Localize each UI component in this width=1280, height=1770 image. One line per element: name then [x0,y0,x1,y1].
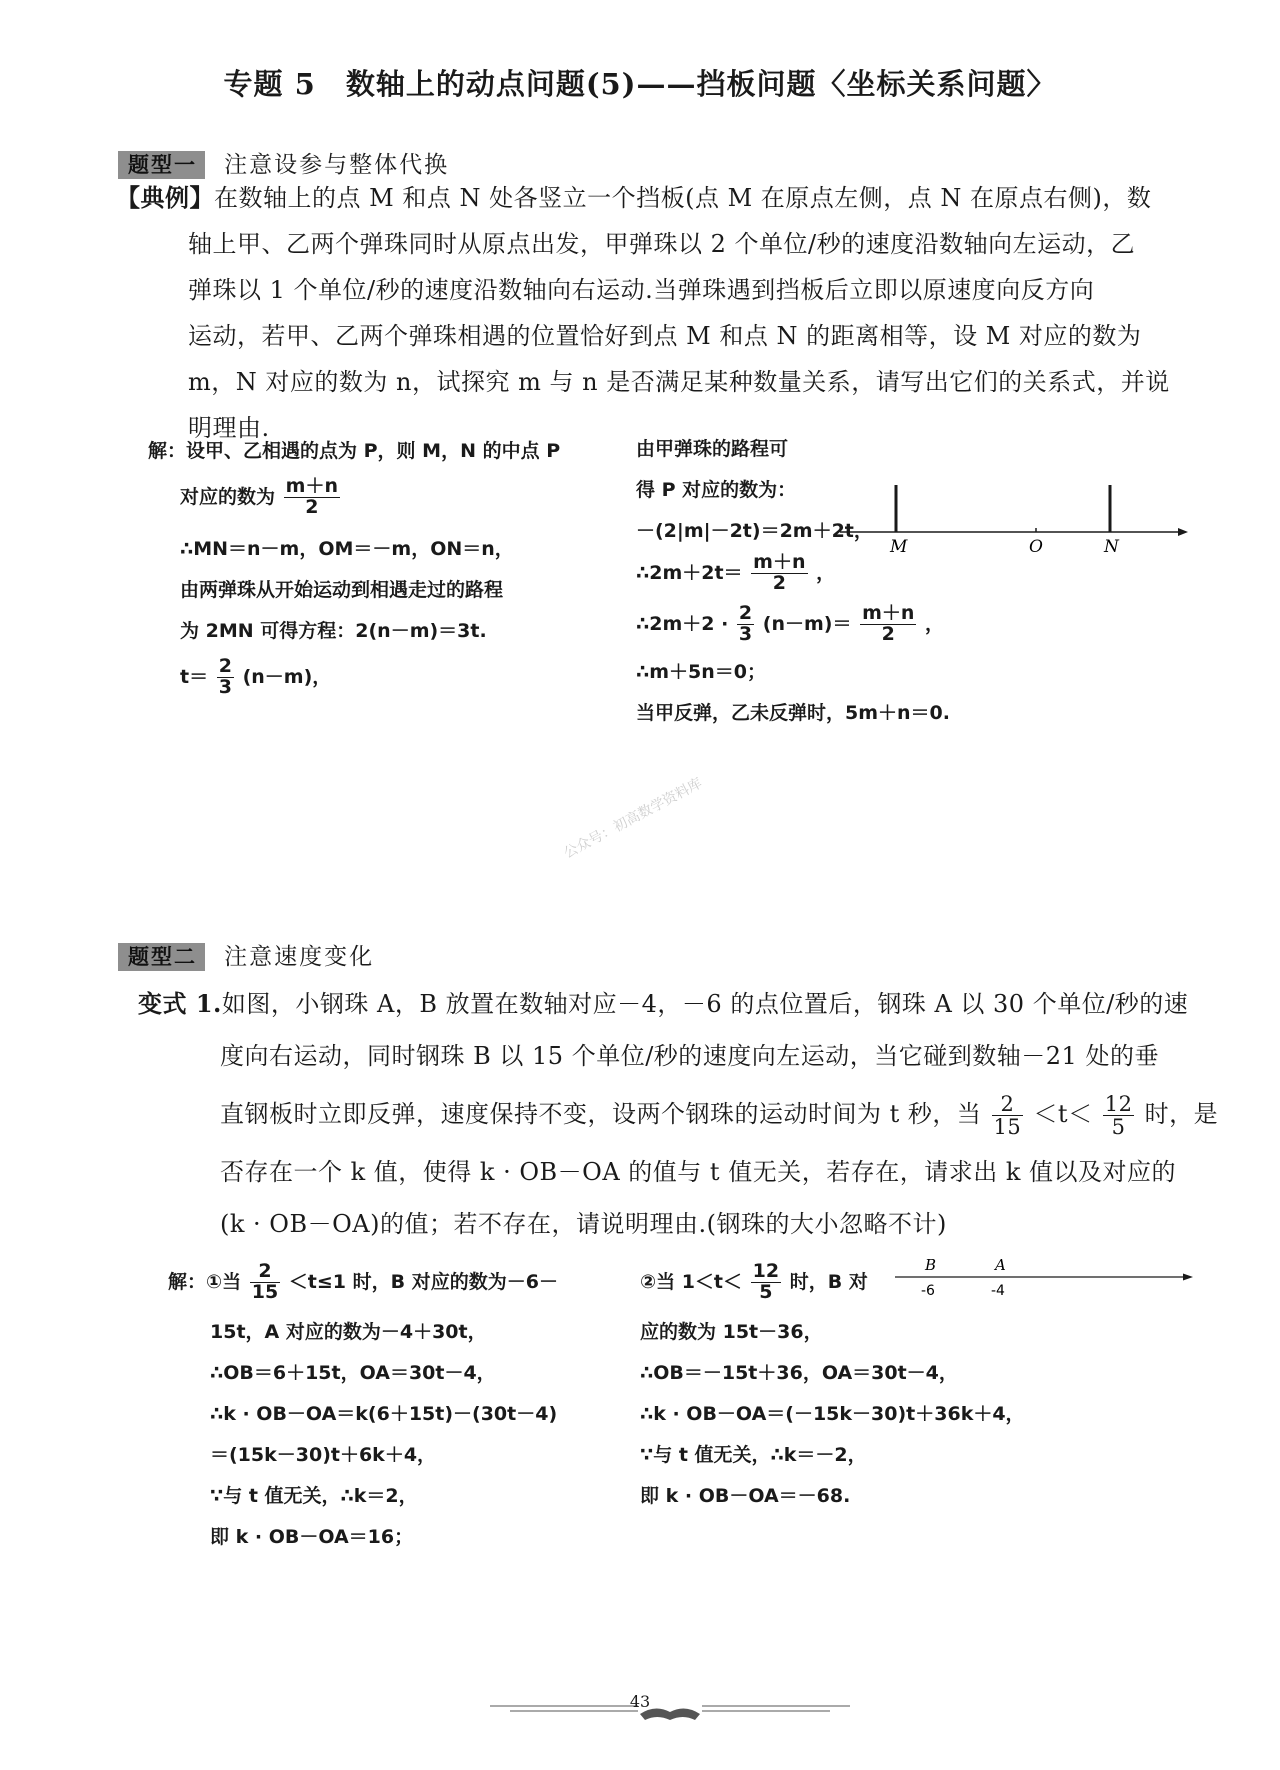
denominator: 15 [993,1115,1022,1139]
sol-text: 对应的数为 [180,485,276,508]
sol-line: ∴OB＝6＋15t，OA＝30t－4， [210,1361,496,1384]
watermark: 公众号：初高数学资料库 [561,775,705,862]
denominator: 2 [881,622,895,645]
problem-line: (k · OB－OA)的值；若不存在，请说明理由.(钢珠的大小忽略不计) [220,1210,947,1238]
fraction [250,1262,280,1303]
sol-line: 即 k · OB－OA＝－68. [640,1484,851,1507]
denominator: 3 [218,675,232,698]
sol-text: ＜t≤1 时，B 对应的数为－6－ [288,1270,558,1293]
denominator: 5 [759,1280,773,1303]
number-line-1 [840,480,1190,560]
fraction [217,654,234,698]
denominator: 15 [251,1280,279,1303]
example-problem [116,175,1170,451]
sol-line: 即 k · OB－OA＝16； [210,1525,414,1548]
variant-lead: 变式 1. [138,989,222,1018]
page-title: 专题 5 数轴上的动点问题(5)——挡板问题〈坐标关系问题〉 [223,67,1057,101]
arrow-head-icon [1183,1274,1193,1281]
problem-line: 明理由. [188,414,270,442]
problem-line: 弹珠以 1 个单位/秒的速度沿数轴向右运动.当弹珠遇到挡板后立即以原速度向反方向 [188,276,1095,304]
sol-line: 得 P 对应的数为： [636,479,797,501]
sol-text: t＝ [180,665,209,688]
variant-problem [138,978,1218,1250]
sol-line: 为 2MN 可得方程：2(n－m)＝3t. [180,619,487,642]
fraction [751,1262,781,1303]
sol-text: 解：①当 [168,1270,242,1293]
sol-line [180,477,560,518]
section2-heading: 注意速度变化 [224,944,375,970]
problem-text: 直钢板时立即反弹，速度保持不变，设两个钢珠的运动时间为 t 秒，当 [220,1100,982,1128]
sol-line: －(2|m|－2t)＝2m＋2t， [636,520,873,542]
label-n: N [1104,537,1119,557]
tick-label: -6 [921,1283,935,1299]
label-m: M [890,537,908,557]
fraction [751,553,807,594]
sol-text: (n－m)， [242,665,332,688]
numerator: 2 [992,1093,1024,1116]
numerator: m＋n [285,475,338,497]
problem-text: 时，是 [1144,1100,1219,1128]
problem-line: 如图，小钢珠 A，B 放置在数轴对应－4，－6 的点位置后，钢珠 A 以 30 个单位/秒的速 [221,990,1189,1018]
arrow-head-icon [1178,528,1188,536]
problem-line: 度向右运动，同时钢珠 B 以 15 个单位/秒的速度向左运动，当它碰到数轴－21 处的垂 [220,1042,1159,1070]
section2-header [118,938,374,971]
sol-text: (n－m)＝ [762,612,852,635]
sol-line: ∵与 t 值无关，∴k＝2， [210,1484,418,1507]
number-line-2 [895,1255,1195,1305]
sol-line: 解：设甲、乙相遇的点为 P，则 M，N 的中点 P [148,440,561,462]
sol-text: 时，B 对 [789,1270,868,1293]
example-lead: 【典例】 [116,183,214,212]
label-a: A [995,1256,1006,1274]
numerator: m＋n [862,601,915,624]
sol-line [180,654,560,698]
section1-tag: 题型一 [118,151,205,179]
fraction [284,477,340,518]
sol-line: ∴k · OB－OA＝k(6＋15t)－(30t－4) [210,1402,558,1425]
numerator: 12 [752,1260,780,1282]
solution1-left [148,436,560,698]
page-number: 43 [629,1692,651,1711]
numerator: 2 [738,601,753,624]
problem-line: 轴上甲、乙两个弹珠同时从原点出发，甲弹珠以 2 个单位/秒的速度沿数轴向左运动，乙 [188,230,1136,258]
denominator: 3 [738,622,753,645]
sol-line: ∴MN＝n－m，OM＝－m，ON＝n， [180,537,514,560]
sol-line: ∵与 t 值无关，∴k＝－2， [640,1443,867,1466]
problem-line: 运动，若甲、乙两个弹珠相遇的位置恰好到点 M 和点 N 的距离相等，设 M 对应的数为 [188,322,1142,350]
fraction [1103,1093,1135,1138]
problem-line [220,1088,1218,1140]
problem-text: ＜t＜ [1033,1100,1093,1128]
sol-line: 当甲反弹，乙未反弹时，5m＋n＝0. [636,701,950,724]
fraction [992,1093,1024,1138]
problem-line: 否存在一个 k 值，使得 k · OB－OA 的值与 t 值无关，若存在，请求出 k 值以及对应的 [220,1158,1177,1186]
sol-line: 由甲弹珠的路程可 [636,438,789,460]
denominator: 2 [772,571,786,594]
solution1-right [636,434,950,725]
fraction [737,601,754,645]
sol-line [168,1262,558,1303]
label-o: O [1029,537,1043,557]
numerator: m＋n [753,551,806,573]
solution2-left [168,1262,558,1549]
sol-line: ∴k · OB－OA＝(－15k－30)t＋36k＋4， [640,1402,1025,1425]
sol-line: ＝(15k－30)t＋6k＋4， [210,1443,437,1466]
problem-line: 在数轴上的点 M 和点 N 处各竖立一个挡板(点 M 在原点左侧，点 N 在原点右侧)，数 [214,184,1152,212]
tick-label: -4 [991,1283,1005,1299]
sol-line: ∴OB＝－15t＋36，OA＝30t－4， [640,1361,958,1384]
sol-line: ∴m＋5n＝0； [636,660,766,683]
sol-text: ， [925,612,945,635]
section1-heading: 注意设参与整体代换 [224,152,450,178]
section2-tag: 题型二 [118,943,205,971]
numerator: 12 [1104,1091,1133,1116]
sol-line: 由两弹珠从开始运动到相遇走过的路程 [180,578,504,601]
denominator: 5 [1111,1115,1126,1139]
sol-text: ②当 1＜t＜ [640,1270,743,1293]
numerator: 2 [218,654,232,677]
sol-line: 应的数为 15t－36， [640,1320,823,1343]
sol-line: 15t，A 对应的数为－4＋30t， [210,1320,487,1343]
numerator: 2 [250,1262,280,1283]
sol-text: ∴2m＋2 · [636,612,735,635]
fraction [860,601,916,645]
sol-text: ， [816,561,836,584]
sol-text: ∴2m＋2t＝ [636,561,743,584]
problem-line: m，N 对应的数为 n，试探究 m 与 n 是否满足某种数量关系，请写出它们的关系式，并说 [188,368,1170,396]
label-b: B [925,1256,937,1274]
sol-line [636,601,950,645]
denominator: 2 [305,495,319,518]
